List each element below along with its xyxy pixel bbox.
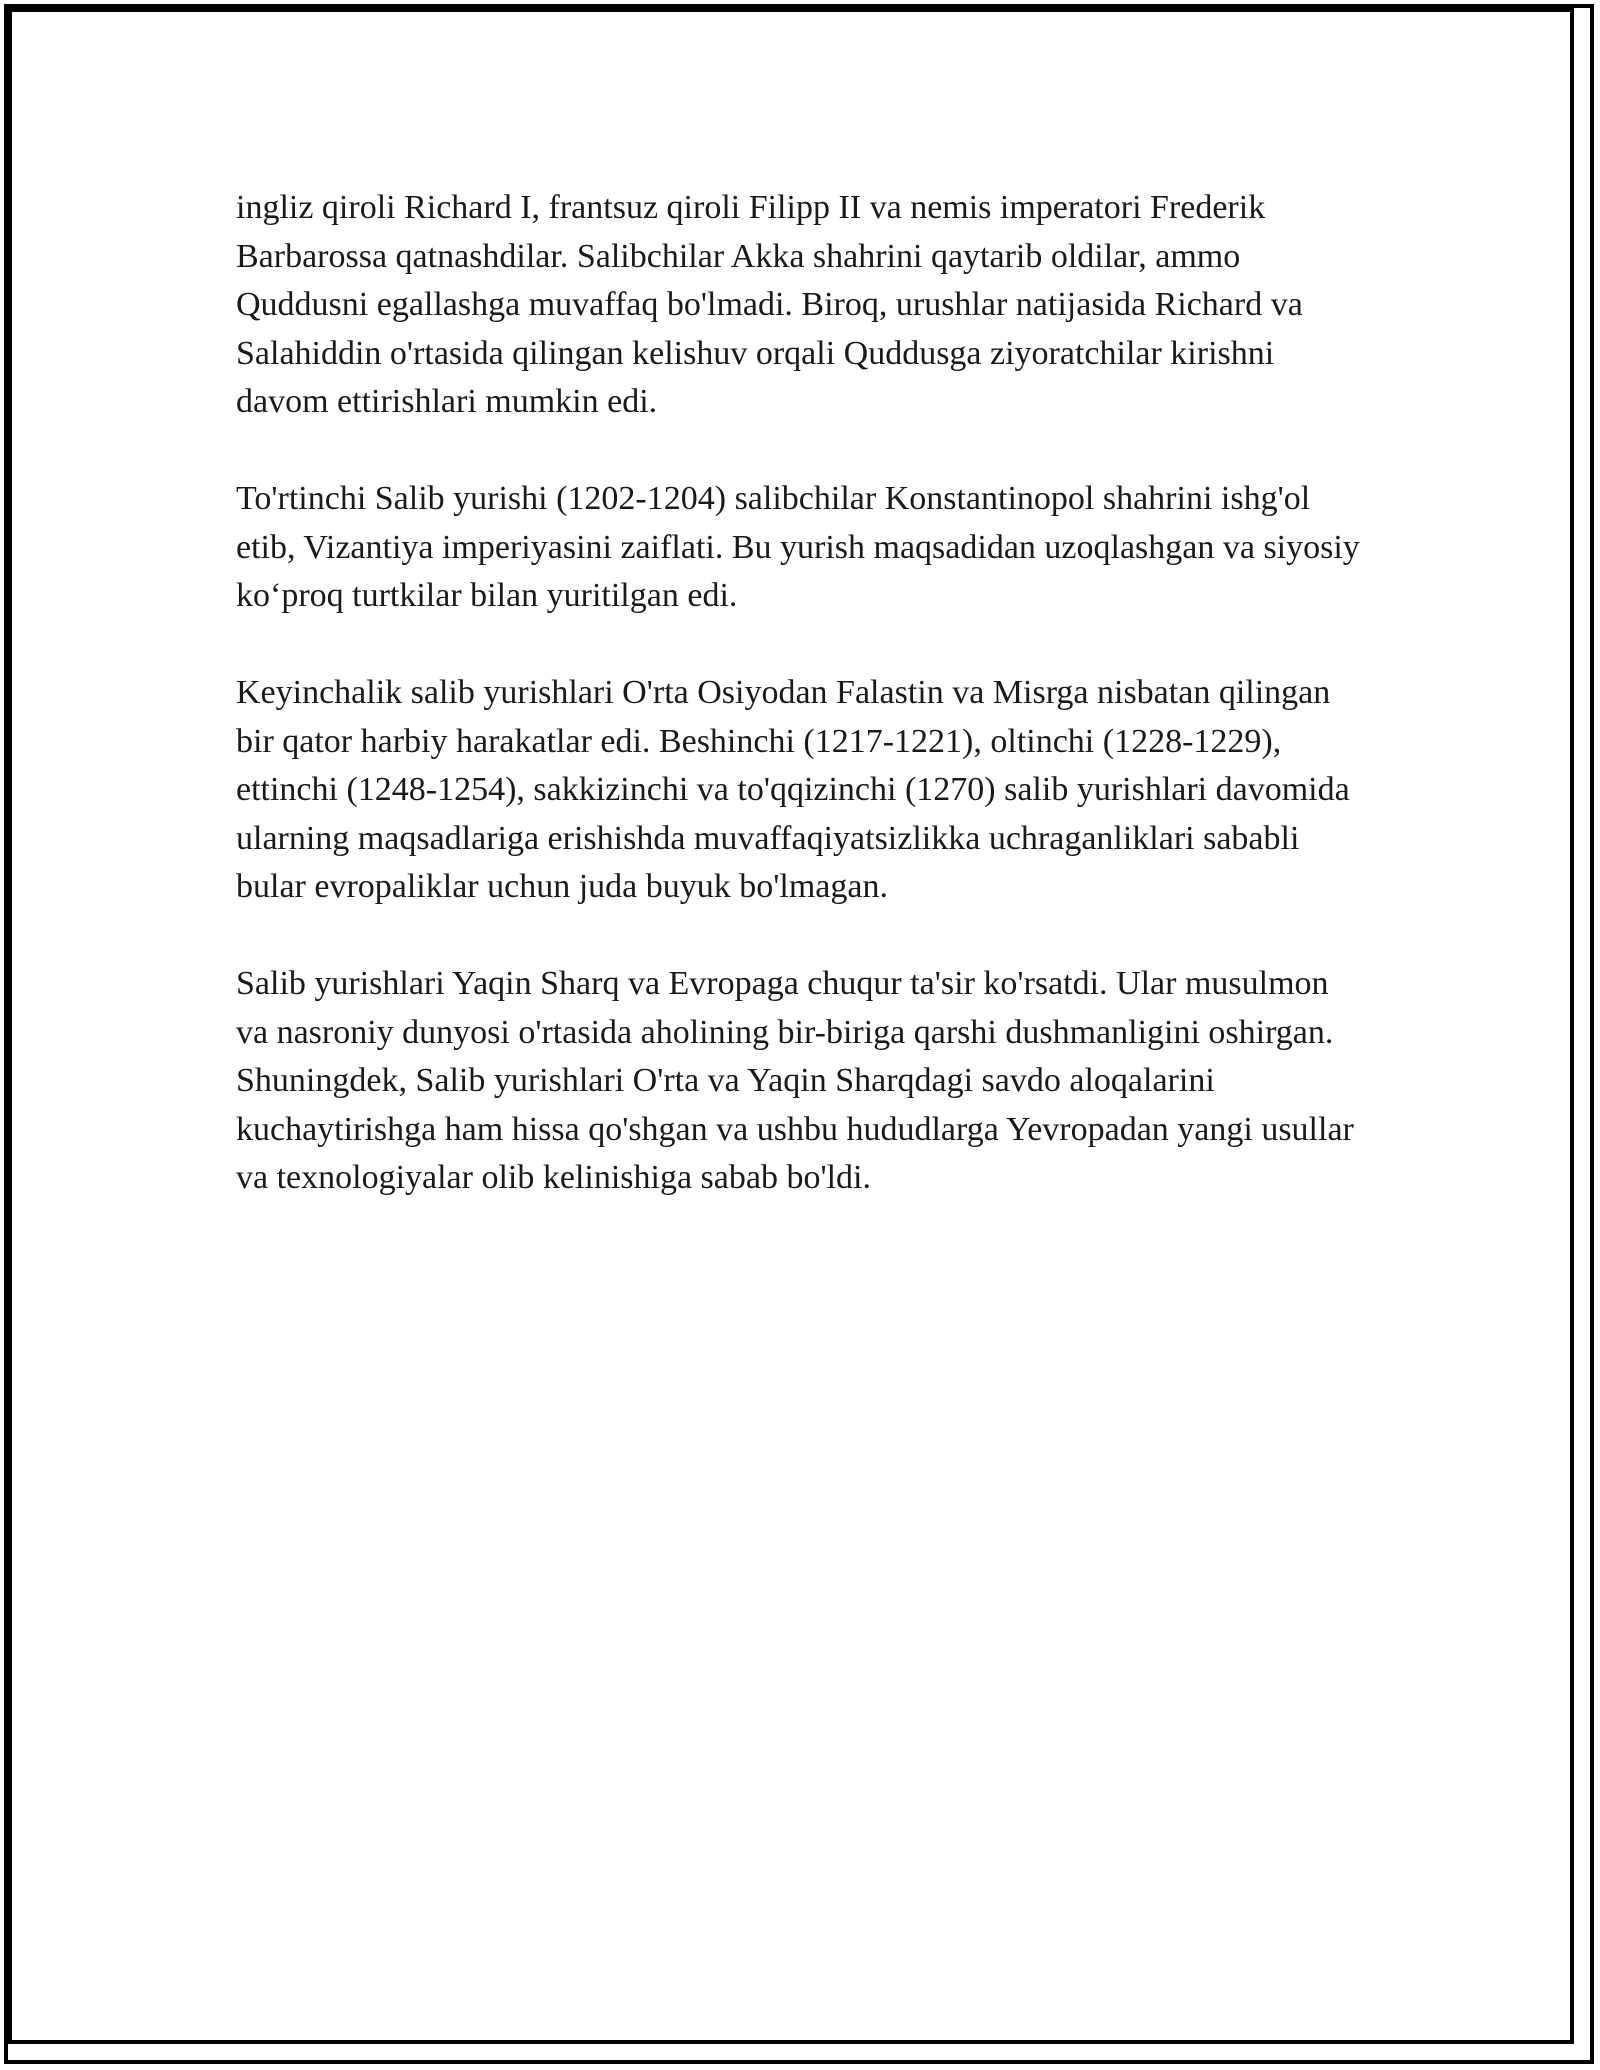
document-body [236, 184, 1366, 1251]
paragraph-4: Salib yurishlari Yaqin Sharq va Evropaga chuqur ta'sir ko'rsatdi. Ular musulmon va nasroniy dunyosi o'rtasida aholining bir-biriga qarshi dushmanligini oshirgan. Shuningdek, Salib yurishlari O'rta va Yaqin Sharqdagi savdo aloqalarini kuchaytirishga ham hissa qo'shgan va ushbu hududlarga Yevropadan yangi usullar va texnologiyalar olib kelinishiga sabab bo'ldi. [236, 965, 1354, 1196]
paragraph-3: Keyinchalik salib yurishlari O'rta Osiyodan Falastin va Misrga nisbatan qilingan bir qator harbiy harakatlar edi. Beshinchi (1217-1221), oltinchi (1228-1229), ettinchi (1248-1254), sakkizinchi va to'qqizinchi (1270) salib yurishlari davomida ularning maqsadlariga erishishda muvaffaqiyatsizlikka uchraganliklari sababli bular evropaliklar uchun juda buyuk bo'lmagan. [236, 674, 1350, 905]
paragraph-1: ingliz qiroli Richard I, frantsuz qiroli Filipp II va nemis imperatori Frederik Barbarossa qatnashdilar. Salibchilar Akka shahrini qaytarib oldilar, ammo Quddusni egallashga muvaffaq bo'lmadi. Biroq, urushlar natijasida Richard va Salahiddin o'rtasida qilingan kelishuv orqali Quddusga ziyoratchilar kirishni davom ettirishlari mumkin edi. [236, 189, 1303, 420]
paragraph-2: To'rtinchi Salib yurishi (1202-1204) salibchilar Konstantinopol shahrini ishg'ol etib, Vizantiya imperiyasini zaiflati. Bu yurish maqsadidan uzoqlashgan va siyosiy ko‘proq turtkilar bilan yuritilgan edi. [236, 480, 1360, 614]
